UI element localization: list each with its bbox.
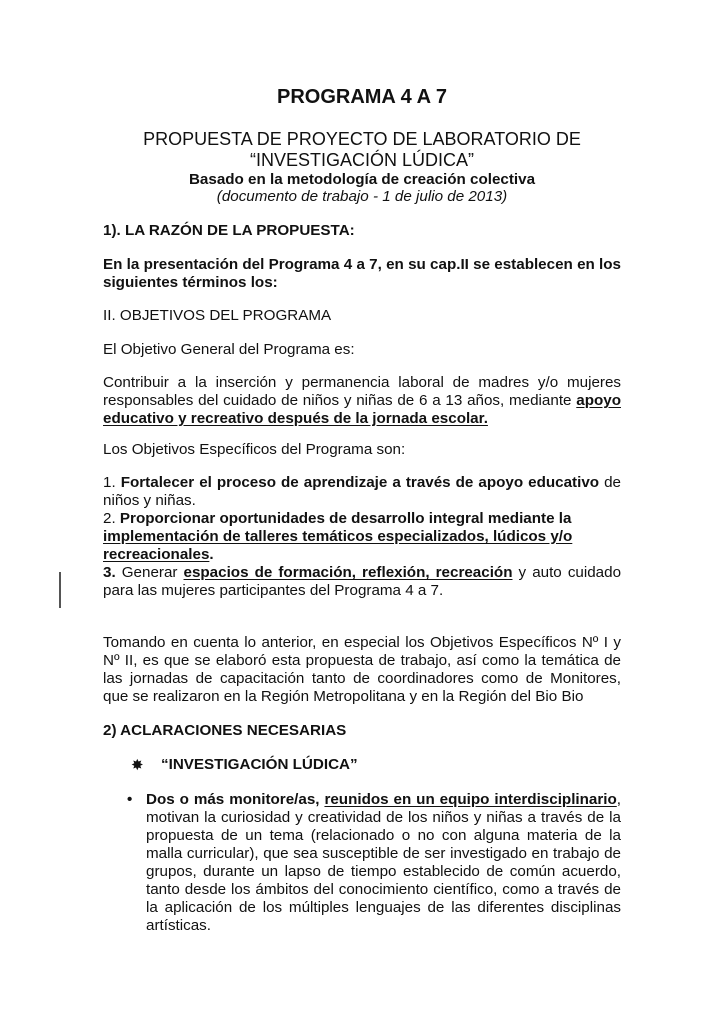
objective-2-number: 2. [103,510,116,527]
objective-1 [103,474,621,510]
general-objective-label: El Objetivo General del Programa es: [103,341,355,358]
objectives-heading: II. OBJETIVOS DEL PROGRAMA [103,307,332,324]
bullet-dot-icon: • [127,791,133,808]
objective-1-number: 1. [103,474,116,491]
bullet-paragraph [146,791,621,935]
bullet-bold: Dos o más monitore/as, [146,791,325,808]
section-1-intro: En la presentación del Programa 4 a 7, en su cap.II se establecen en los siguientes términos los: [103,256,621,291]
revision-change-bar [59,572,61,608]
objective-2 [103,510,621,564]
star-item-text: “INVESTIGACIÓN LÚDICA” [161,756,358,773]
general-objective-plain: Contribuir a la inserción y permanencia laboral de madres y/o mujeres responsables del cuidado de niños y niñas de 6 a 13 años, mediante [103,374,621,409]
objective-3-number: 3. [103,564,116,581]
objective-3 [103,564,621,600]
objective-1-bold: Fortalecer el proceso de aprendizaje a través de apoyo educativo [120,474,600,491]
objective-1-rest: de niños y niñas. [103,474,621,509]
objective-2-bold: Proporcionar oportunidades de desarrollo integral mediante la [119,510,572,527]
general-objective-text [103,374,621,428]
general-objective-emphasis: apoyo educativo y recreativo después de la jornada escolar. [103,392,621,427]
objective-3-rest: y auto cuidado para las mujeres participantes del Programa 4 a 7. [103,564,622,599]
subtitle-methodology: Basado en la metodología de creación colectiva [188,171,536,188]
objective-3-underlined: espacios de formación, reflexión, recreación [183,564,513,581]
section-1-conclusion: Tomando en cuenta lo anterior, en especial los Objetivos Específicos Nº I y Nº II, es que se elaboró esta propuesta de trabajo, así como la temática de las jornadas de capacitación tanto de coordinadores como de Monitores, que se realizaron en la Región Metropolitana y en la Región del Bio Bio [103,634,621,705]
bullet-rest: , motivan la curiosidad y creatividad de los niños y niñas a través de la propuesta de un tema (relacionado o no con alguna materia de la malla curricular), que sea susceptible de ser investigado en trabajo de grupos, durante un lapso de tiempo establecido de común acuerdo, tanto desde los ámbitos del conocimiento científico, como a través de la aplicación de los múltiples lenguajes de las diferentes disciplinas artísticas. [146,791,621,934]
specific-objectives-label: Los Objetivos Específicos del Programa son: [103,441,406,458]
subtitle-line-2: “INVESTIGACIÓN LÚDICA” [249,150,475,170]
section-1-heading: 1). LA RAZÓN DE LA PROPUESTA: [103,222,355,239]
objective-2-end: . [209,546,214,563]
document-title: PROGRAMA 4 A 7 [276,86,448,108]
bullet-underlined: reunidos en un equipo interdisciplinario [324,791,617,808]
star-bullet-icon: ✸ [131,757,144,774]
section-2-heading: 2) ACLARACIONES NECESARIAS [103,722,347,739]
objective-2-underlined: implementación de talleres temáticos especializados, lúdicos y/o recreacionales [103,528,573,563]
objective-3-start: Generar [115,564,184,581]
subtitle-line-1: PROPUESTA DE PROYECTO DE LABORATORIO DE [143,129,581,149]
subtitle-date: (documento de trabajo - 1 de julio de 2013) [216,188,508,205]
